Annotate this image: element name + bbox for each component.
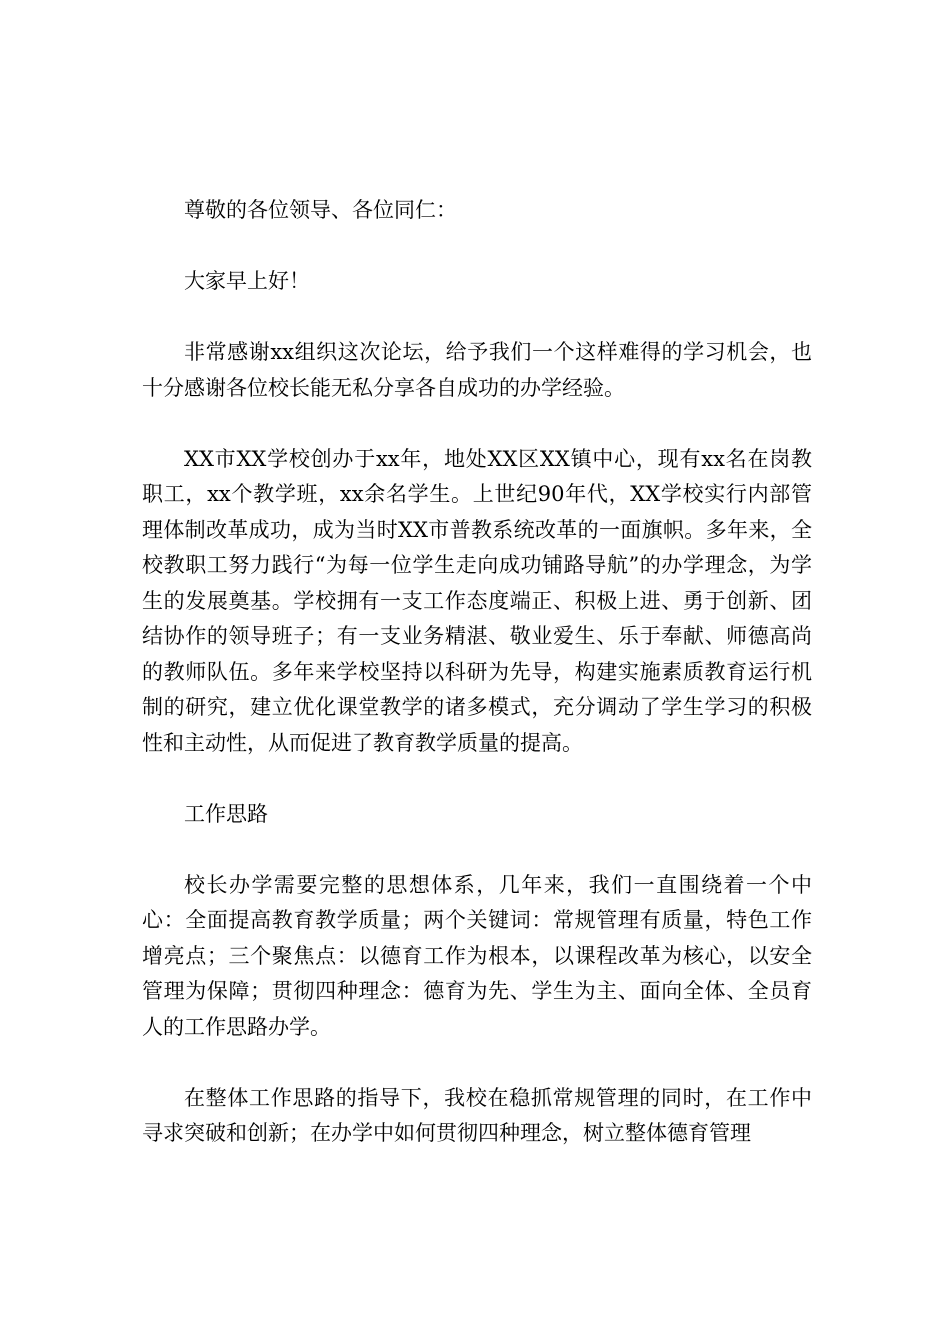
section-heading: 工作思路 xyxy=(184,801,268,826)
paragraph-work-ideas: 校长办学需要完整的思想体系，几年来，我们一直围绕着一个中心：全面提高教育教学质量；两个关键词：常规管理有质量，特色工作增亮点；三个聚焦点：以德育工作为根本，以课程改革为核心，以安全管理为保障；贯彻四种理念：德育为先、学生为主、面向全体、全员育人的工作思路办学。 xyxy=(142,872,812,1039)
paragraph-thanks: 非常感谢xx组织这次论坛，给予我们一个这样难得的学习机会，也十分感谢各位校长能无私分享各自成功的办学经验。 xyxy=(142,340,812,400)
paragraph-school-intro: XX市XX学校创办于xx年，地处XX区XX镇中心，现有xx名在岗教职工，xx个教学班，xx余名学生。上世纪90年代，XX学校实行内部管理体制改革成功，成为当时XX市普教系统改革的一面旗帜。多年来，全校教职工努力践行“为每一位学生走向成功铺路导航”的办学理念，为学生的发展奠基。学校拥有一支工作态度端正、积极上进、勇于创新、团结协作的领导班子；有一支业务精湛、敬业爱生、乐于奉献、师德高尚的教师队伍。多年来学校坚持以科研为先导，构建实施素质教育运行机制的研究，建立优化课堂教学的诸多模式，充分调动了学生学习的积极性和主动性，从而促进了教育教学质量的提高。 xyxy=(142,446,812,755)
paragraph-guidance: 在整体工作思路的指导下，我校在稳抓常规管理的同时，在工作中寻求突破和创新；在办学中如何贯彻四种理念，树立整体德育管理 xyxy=(142,1085,812,1145)
salutation: 尊敬的各位领导、各位同仁： xyxy=(184,198,457,222)
document-body xyxy=(142,193,812,1152)
greeting: 大家早上好！ xyxy=(184,269,310,293)
